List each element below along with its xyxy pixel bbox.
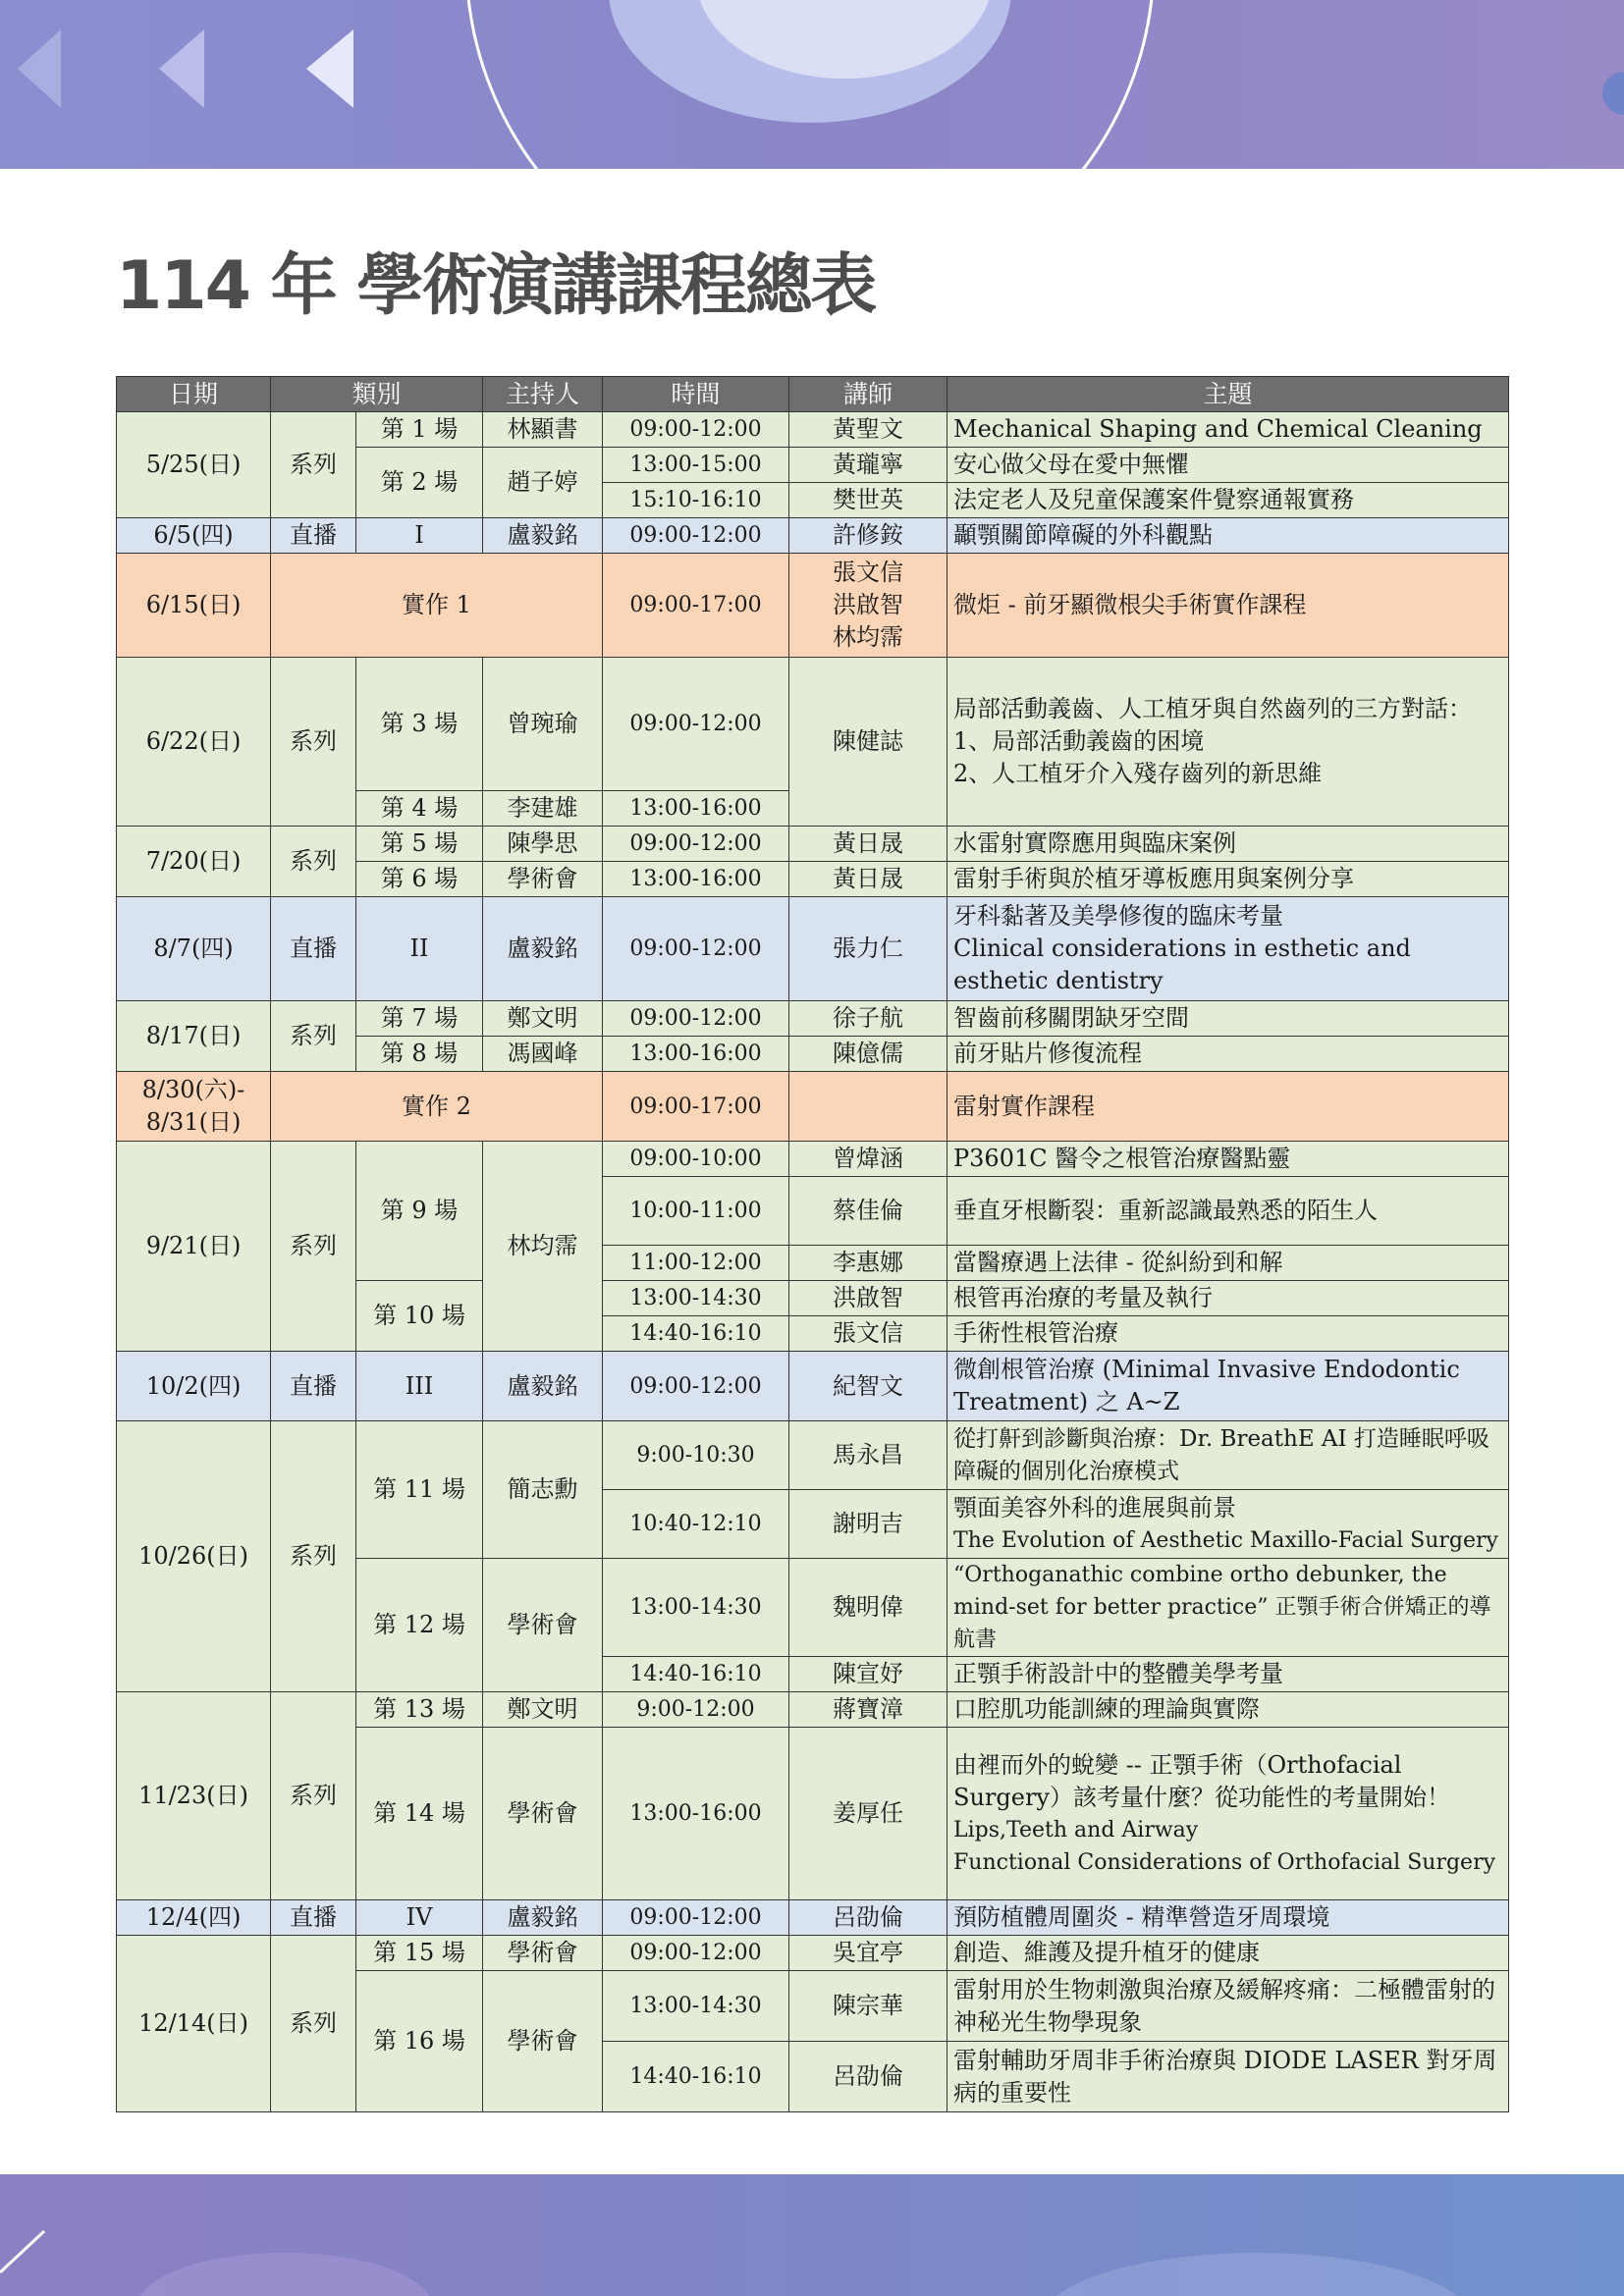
topic-cell (947, 1490, 1509, 1559)
speaker-cell: 呂劭倫 (789, 2042, 947, 2112)
speaker-cell: 馬永昌 (789, 1421, 947, 1490)
time-cell: 09:00-12:00 (603, 1936, 789, 1971)
host-cell: 盧毅銘 (483, 1352, 603, 1421)
speaker-cell (789, 554, 947, 658)
topic-cell: 口腔肌功能訓練的理論與實際 (947, 1692, 1509, 1728)
category-cell: 實作 1 (271, 554, 603, 658)
topic-line: Functional Considerations of Orthofacial Surgery (953, 1849, 1496, 1875)
time-cell: 13:00-16:00 (603, 791, 789, 827)
topic-cell: “Orthoganathic combine ortho debunker, the mind-set for better practice” 正顎手術合併矯正的導航書 (947, 1559, 1509, 1657)
table-row (117, 658, 1509, 791)
topic-cell: 雷射手術與於植牙導板應用與案例分享 (947, 862, 1509, 897)
time-cell: 14:40-16:10 (603, 1657, 789, 1692)
date-cell: 6/15(日) (117, 554, 271, 658)
topic-cell (947, 1728, 1509, 1900)
topic-cell (947, 897, 1509, 1001)
header-host: 主持人 (483, 377, 603, 412)
time-cell: 13:00-14:30 (603, 1281, 789, 1316)
speaker-cell: 呂劭倫 (789, 1900, 947, 1936)
speaker-name: 洪啟智 (833, 591, 904, 618)
topic-cell: 水雷射實際應用與臨床案例 (947, 827, 1509, 862)
footer-banner (0, 2174, 1624, 2296)
speaker-cell: 陳宗華 (789, 1971, 947, 2042)
header-category: 類別 (271, 377, 483, 412)
time-cell: 09:00-12:00 (603, 897, 789, 1001)
topic-line: 局部活動義齒、人工植牙與自然齒列的三方對話： (953, 695, 1473, 722)
category-cell: 實作 2 (271, 1072, 603, 1142)
session-cell: 第 1 場 (356, 412, 483, 448)
topic-cell: 微炬 - 前牙顯微根尖手術實作課程 (947, 554, 1509, 658)
speaker-cell: 蔣寶漳 (789, 1692, 947, 1728)
speaker-cell: 黃日晟 (789, 827, 947, 862)
session-cell: 第 5 場 (356, 827, 483, 862)
topic-cell: 創造、維護及提升植牙的健康 (947, 1936, 1509, 1971)
table-row (117, 1900, 1509, 1936)
time-cell: 9:00-12:00 (603, 1692, 789, 1728)
topic-line: 2、人工植牙介入殘存齒列的新思維 (953, 760, 1323, 787)
time-cell: 09:00-17:00 (603, 1072, 789, 1142)
table-row (117, 518, 1509, 554)
table-row (117, 1072, 1509, 1142)
time-cell: 13:00-16:00 (603, 1037, 789, 1072)
date-line: 8/30(六)- (141, 1076, 245, 1103)
speaker-cell: 謝明吉 (789, 1490, 947, 1559)
date-cell: 10/26(日) (117, 1421, 271, 1692)
host-cell: 林顯書 (483, 412, 603, 448)
chevron-left-icon (159, 29, 204, 108)
session-cell: 第 4 場 (356, 791, 483, 827)
topic-cell: 法定老人及兒童保護案件覺察通報實務 (947, 483, 1509, 518)
table-row (117, 827, 1509, 862)
host-cell: 學術會 (483, 1728, 603, 1900)
time-cell: 13:00-14:30 (603, 1559, 789, 1657)
topic-line: 由裡而外的蛻變 -- 正顎手術（Orthofacial Surgery）該考量什麼？從功能性的考量開始！ (953, 1750, 1450, 1811)
host-cell: 曾琬瑜 (483, 658, 603, 791)
banner-decoration (0, 0, 1624, 169)
host-cell: 林均霈 (483, 1142, 603, 1352)
time-cell: 09:00-12:00 (603, 1352, 789, 1421)
table-row (117, 1936, 1509, 1971)
speaker-cell: 徐子航 (789, 1001, 947, 1037)
topic-line: The Evolution of Aesthetic Maxillo-Facial Surgery (953, 1527, 1498, 1553)
date-cell: 8/7(四) (117, 897, 271, 1001)
topic-cell: 智齒前移關閉缺牙空間 (947, 1001, 1509, 1037)
host-cell: 陳學思 (483, 827, 603, 862)
category-cell: 系列 (271, 412, 356, 518)
chevron-left-icon (306, 29, 353, 108)
category-cell: 系列 (271, 1421, 356, 1692)
date-cell: 12/4(四) (117, 1900, 271, 1936)
speaker-cell (789, 1072, 947, 1142)
table-row (117, 897, 1509, 1001)
session-cell: I (356, 518, 483, 554)
speaker-cell: 蔡佳倫 (789, 1177, 947, 1246)
topic-cell: 手術性根管治療 (947, 1316, 1509, 1352)
session-cell: 第 13 場 (356, 1692, 483, 1728)
speaker-cell: 張力仁 (789, 897, 947, 1001)
session-cell: II (356, 897, 483, 1001)
time-cell: 14:40-16:10 (603, 1316, 789, 1352)
table-row (117, 1001, 1509, 1037)
topic-line: Lips,Teeth and Airway (953, 1817, 1199, 1842)
speaker-cell: 陳健誌 (789, 658, 947, 827)
time-cell: 14:40-16:10 (603, 2042, 789, 2112)
speaker-cell: 張文信 (789, 1316, 947, 1352)
header-date: 日期 (117, 377, 271, 412)
date-cell (117, 1072, 271, 1142)
speaker-cell: 樊世英 (789, 483, 947, 518)
category-cell: 系列 (271, 827, 356, 897)
time-cell: 9:00-10:30 (603, 1421, 789, 1490)
session-cell: 第 6 場 (356, 862, 483, 897)
date-cell: 11/23(日) (117, 1692, 271, 1900)
host-cell: 鄭文明 (483, 1001, 603, 1037)
host-cell: 盧毅銘 (483, 897, 603, 1001)
host-cell: 李建雄 (483, 791, 603, 827)
time-cell: 13:00-14:30 (603, 1971, 789, 2042)
page-title: 114 年 學術演講課程總表 (116, 247, 876, 325)
topic-cell: 正顎手術設計中的整體美學考量 (947, 1657, 1509, 1692)
category-cell: 系列 (271, 658, 356, 827)
session-cell: 第 7 場 (356, 1001, 483, 1037)
topic-cell: 雷射輔助牙周非手術治療與 DIODE LASER 對牙周病的重要性 (947, 2042, 1509, 2112)
category-cell: 直播 (271, 1900, 356, 1936)
topic-cell (947, 658, 1509, 827)
time-cell: 09:00-12:00 (603, 518, 789, 554)
time-cell: 09:00-12:00 (603, 827, 789, 862)
speaker-cell: 陳億儒 (789, 1037, 947, 1072)
host-cell: 盧毅銘 (483, 1900, 603, 1936)
time-cell: 13:00-16:00 (603, 862, 789, 897)
speaker-cell: 黃聖文 (789, 412, 947, 448)
category-cell: 系列 (271, 1692, 356, 1900)
time-cell: 15:10-16:10 (603, 483, 789, 518)
date-cell: 6/5(四) (117, 518, 271, 554)
session-cell: III (356, 1352, 483, 1421)
topic-cell: 雷射用於生物刺激與治療及緩解疼痛：二極體雷射的神秘光生物學現象 (947, 1971, 1509, 2042)
speaker-name: 林均霈 (833, 623, 904, 651)
table-row (117, 412, 1509, 448)
speaker-cell: 黃瓏寧 (789, 448, 947, 483)
table-row (117, 554, 1509, 658)
speaker-name: 張文信 (833, 559, 904, 586)
dot-decoration (1602, 72, 1624, 115)
topic-cell: 當醫療遇上法律 - 從糾紛到和解 (947, 1246, 1509, 1281)
category-cell: 直播 (271, 518, 356, 554)
line-decoration (0, 2231, 44, 2272)
time-cell: 09:00-17:00 (603, 554, 789, 658)
speaker-cell: 許修銨 (789, 518, 947, 554)
session-cell: 第 2 場 (356, 448, 483, 518)
time-cell: 09:00-12:00 (603, 1900, 789, 1936)
time-cell: 13:00-16:00 (603, 1728, 789, 1900)
footer-decoration (0, 2174, 1624, 2296)
speaker-cell: 吳宜亭 (789, 1936, 947, 1971)
header-time: 時間 (603, 377, 789, 412)
date-cell: 6/22(日) (117, 658, 271, 827)
host-cell: 學術會 (483, 1559, 603, 1692)
topic-cell: 雷射實作課程 (947, 1072, 1509, 1142)
topic-cell: 前牙貼片修復流程 (947, 1037, 1509, 1072)
session-cell: 第 9 場 (356, 1142, 483, 1281)
header-speaker: 講師 (789, 377, 947, 412)
topic-cell: 預防植體周圍炎 - 精準營造牙周環境 (947, 1900, 1509, 1936)
speaker-cell: 曾煒涵 (789, 1142, 947, 1177)
chevron-left-icon (18, 29, 61, 108)
table-row (117, 1692, 1509, 1728)
host-cell: 簡志勳 (483, 1421, 603, 1559)
time-cell: 09:00-10:00 (603, 1142, 789, 1177)
date-cell: 7/20(日) (117, 827, 271, 897)
topic-line: 牙科黏著及美學修復的臨床考量 (953, 902, 1284, 930)
host-cell: 學術會 (483, 1936, 603, 1971)
header-banner (0, 0, 1624, 169)
table-row (117, 1352, 1509, 1421)
session-cell: IV (356, 1900, 483, 1936)
session-cell: 第 8 場 (356, 1037, 483, 1072)
topic-cell: 安心做父母在愛中無懼 (947, 448, 1509, 483)
table-row (117, 1421, 1509, 1490)
date-cell: 12/14(日) (117, 1936, 271, 2112)
category-cell: 系列 (271, 1142, 356, 1352)
speaker-cell: 魏明偉 (789, 1559, 947, 1657)
session-cell: 第 16 場 (356, 1971, 483, 2112)
host-cell: 馮國峰 (483, 1037, 603, 1072)
time-cell: 10:40-12:10 (603, 1490, 789, 1559)
category-cell: 直播 (271, 1352, 356, 1421)
time-cell: 09:00-12:00 (603, 412, 789, 448)
topic-cell: P3601C 醫令之根管治療醫點靈 (947, 1142, 1509, 1177)
topic-cell: 微創根管治療 (Minimal Invasive Endodontic Treatment) 之 A~Z (947, 1352, 1509, 1421)
host-cell: 趙子婷 (483, 448, 603, 518)
wave-decoration (137, 2253, 432, 2296)
date-cell: 8/17(日) (117, 1001, 271, 1072)
session-cell: 第 10 場 (356, 1281, 483, 1352)
session-cell: 第 12 場 (356, 1559, 483, 1692)
host-cell: 學術會 (483, 1971, 603, 2112)
time-cell: 11:00-12:00 (603, 1246, 789, 1281)
date-line: 8/31(日) (145, 1108, 242, 1136)
speaker-cell: 紀智文 (789, 1352, 947, 1421)
host-cell: 學術會 (483, 862, 603, 897)
time-cell: 09:00-12:00 (603, 658, 789, 791)
speaker-cell: 姜厚任 (789, 1728, 947, 1900)
topic-line: 1、局部活動義齒的困境 (953, 727, 1205, 755)
time-cell: 09:00-12:00 (603, 1001, 789, 1037)
session-cell: 第 3 場 (356, 658, 483, 791)
topic-line: 顎面美容外科的進展與前景 (953, 1493, 1237, 1522)
topic-cell: 根管再治療的考量及執行 (947, 1281, 1509, 1316)
category-cell: 系列 (271, 1936, 356, 2112)
category-cell: 系列 (271, 1001, 356, 1072)
topic-cell: Mechanical Shaping and Chemical Cleaning (947, 412, 1509, 448)
speaker-cell: 陳宣妤 (789, 1657, 947, 1692)
speaker-cell: 李惠娜 (789, 1246, 947, 1281)
session-cell: 第 11 場 (356, 1421, 483, 1559)
table-row (117, 1142, 1509, 1177)
host-cell: 盧毅銘 (483, 518, 603, 554)
host-cell: 鄭文明 (483, 1692, 603, 1728)
date-cell: 10/2(四) (117, 1352, 271, 1421)
table-header-row (117, 377, 1509, 412)
session-cell: 第 14 場 (356, 1728, 483, 1900)
category-cell: 直播 (271, 897, 356, 1001)
date-cell: 9/21(日) (117, 1142, 271, 1352)
time-cell: 13:00-15:00 (603, 448, 789, 483)
topic-line: Clinical considerations in esthetic and esthetic dentistry (953, 934, 1411, 994)
time-cell: 10:00-11:00 (603, 1177, 789, 1246)
course-schedule-table (116, 376, 1509, 2112)
topic-cell: 顳顎關節障礙的外科觀點 (947, 518, 1509, 554)
session-cell: 第 15 場 (356, 1936, 483, 1971)
date-cell: 5/25(日) (117, 412, 271, 518)
topic-cell: 從打鼾到診斷與治療：Dr. BreathE AI 打造睡眠呼吸障礙的個別化治療模式 (947, 1421, 1509, 1490)
wave-decoration (1041, 2253, 1473, 2296)
speaker-cell: 洪啟智 (789, 1281, 947, 1316)
speaker-cell: 黃日晟 (789, 862, 947, 897)
topic-cell: 垂直牙根斷裂：重新認識最熟悉的陌生人 (947, 1177, 1509, 1246)
header-topic: 主題 (947, 377, 1509, 412)
